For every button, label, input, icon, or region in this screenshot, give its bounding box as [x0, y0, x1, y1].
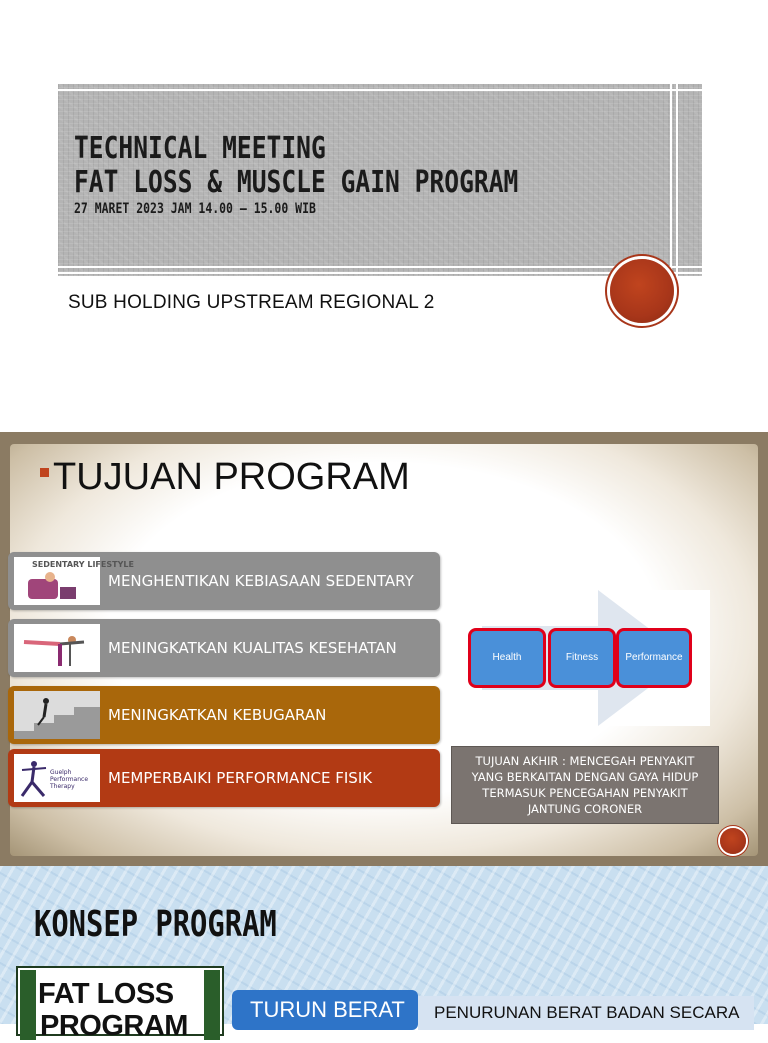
- guelph-logo: [14, 754, 100, 802]
- goal-label: MEMPERBAIKI PERFORMANCE FISIK: [108, 769, 373, 787]
- goals-title: [40, 456, 410, 499]
- title-band-inner-line: [58, 89, 702, 91]
- goals-slide: [0, 432, 768, 866]
- stairs-runner-image: [14, 691, 100, 739]
- turun-berat-label: TURUN BERAT: [232, 990, 418, 1030]
- goal-item-sedentary: [8, 552, 440, 610]
- card-stripe-right: [204, 970, 220, 1040]
- final-goal-box: TUJUAN AKHIR : MENCEGAH PENYAKIT YANG BERKAITAN DENGAN GAYA HIDUP TERMASUK PENCEGAHAN PENYAKIT JANTUNG CORONER: [451, 746, 719, 824]
- concept-slide: [0, 866, 768, 1042]
- svg-text:Therapy: Therapy: [50, 783, 75, 790]
- svg-text:Performance: Performance: [50, 776, 89, 783]
- diagram-step-label: Fitness: [565, 652, 599, 663]
- goal-label: MENINGKATKAN KEBUGARAN: [108, 706, 327, 724]
- goal-item-kesehatan: [8, 619, 440, 677]
- title-band-divider: [670, 84, 672, 276]
- fat-loss-card-line1: FAT LOSS: [38, 978, 174, 1010]
- bullet-icon: [40, 468, 49, 477]
- goal-item-performance: [8, 749, 440, 807]
- decorative-circle: [610, 259, 674, 323]
- title-band-bottom-line-2: [58, 272, 702, 274]
- diagram-step-fitness: [548, 628, 616, 688]
- decorative-circle-small: [720, 828, 746, 854]
- goal-label: MENINGKATKAN KUALITAS KESEHATAN: [108, 639, 397, 657]
- sedentary-image: [14, 557, 134, 605]
- title-band-bottom-line: [58, 266, 702, 268]
- title-line-1: TECHNICAL MEETING: [74, 131, 326, 166]
- goal-label: MENGHENTIKAN KEBIASAAN SEDENTARY: [108, 572, 414, 590]
- svg-text:Guelph: Guelph: [50, 769, 72, 776]
- diagram-step-label: Performance: [625, 652, 683, 663]
- yoga-image: [14, 624, 100, 672]
- slide-subtitle: SUB HOLDING UPSTREAM REGIONAL 2: [68, 292, 435, 313]
- fat-loss-card-line2: PROGRAM: [40, 1010, 188, 1042]
- diagram-step-performance: [616, 628, 692, 688]
- title-slide: [0, 0, 768, 432]
- slide-title: [74, 132, 518, 218]
- title-line-2: FAT LOSS & MUSCLE GAIN PROGRAM: [74, 165, 519, 200]
- goals-title-text: TUJUAN PROGRAM: [53, 456, 410, 498]
- concept-title: KONSEP PROGRAM: [34, 904, 277, 945]
- title-line-3: 27 MARET 2023 JAM 14.00 – 15.00 WIB: [74, 201, 316, 217]
- title-band-divider-2: [676, 84, 678, 276]
- turun-berat-description: PENURUNAN BERAT BADAN SECARA: [418, 996, 754, 1030]
- goal-item-kebugaran: [8, 686, 440, 744]
- diagram-step-label: Health: [492, 652, 522, 663]
- card-stripe-left: [20, 970, 36, 1040]
- sedentary-image-text: SEDENTARY LIFESTYLE: [32, 560, 134, 569]
- diagram-step-health: [468, 628, 546, 688]
